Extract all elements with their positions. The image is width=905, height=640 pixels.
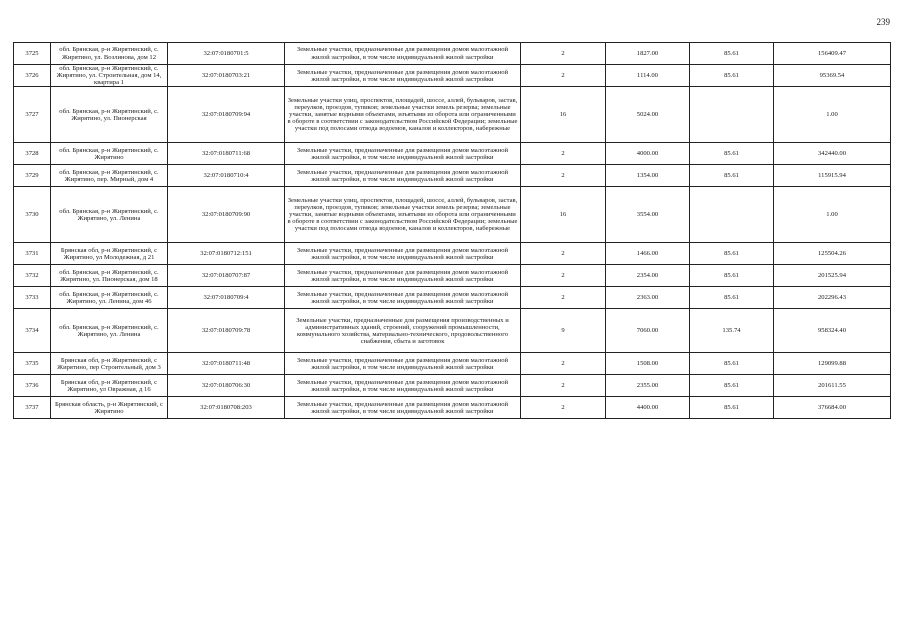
area: 2355.00 xyxy=(636,382,659,390)
cadastral-value-cell xyxy=(774,397,891,419)
rate-cell xyxy=(690,65,774,87)
cadastral-number: 32:07:0180711:68 xyxy=(201,150,251,158)
area-cell xyxy=(606,187,690,243)
table-row xyxy=(14,87,891,143)
cadastral-number-cell xyxy=(168,165,285,187)
row-number: 3737 xyxy=(25,404,39,412)
row-number: 3725 xyxy=(25,49,39,57)
land-use: Земельные участки улиц, проспектов, площадей, шоссе, аллей, бульваров, застав, переулков, проездов, тупиков; земельные участки земель резерва; земельные участки, занятые водными объектами, изъятыми из оборота или ограниченными в обороте в соответствии с законодательством Российской Федерации; земельные участки под полосами отвода водоемов, каналов и коллекторов, набережные xyxy=(287,197,518,233)
row-number: 3734 xyxy=(25,327,39,335)
use-code-cell xyxy=(521,165,606,187)
cadastral-value-cell xyxy=(774,353,891,375)
cadastral-value-cell xyxy=(774,143,891,165)
use-code-cell xyxy=(521,187,606,243)
cadastral-number: 32:07:0180712:151 xyxy=(200,250,252,258)
cadastral-number-cell xyxy=(168,287,285,309)
cadastral-value: 95369.54 xyxy=(819,72,845,80)
use-code: 2 xyxy=(561,150,565,158)
table-row xyxy=(14,265,891,287)
land-use: Земельные участки, предназначенные для размещения домов малоэтажной жилой застройки, в том числе индивидуальной жилой застройки xyxy=(296,46,509,61)
row-number: 3728 xyxy=(25,150,39,158)
cadastral-number-cell xyxy=(168,353,285,375)
address: обл. Брянская, р-н Жирятинский, с. Жирятино xyxy=(59,146,159,161)
cadastral-value: 202296.43 xyxy=(817,294,847,302)
rate: 85.61 xyxy=(724,360,739,368)
cadastral-number: 32:07:0180703:21 xyxy=(201,72,251,80)
area-cell xyxy=(606,309,690,353)
cadastral-number-cell xyxy=(168,243,285,265)
cadastral-number-cell xyxy=(168,65,285,87)
use-code: 2 xyxy=(561,360,565,368)
area-cell xyxy=(606,265,690,287)
row-number-cell xyxy=(14,287,51,309)
cadastral-value-cell xyxy=(774,375,891,397)
cadastral-value: 376684.00 xyxy=(817,404,847,412)
cadastral-value: 201611.55 xyxy=(818,382,846,390)
table-row xyxy=(14,353,891,375)
use-code-cell xyxy=(521,265,606,287)
rate: 85.61 xyxy=(724,172,739,180)
use-code-cell xyxy=(521,87,606,143)
land-use: Земельные участки, предназначенные для размещения домов малоэтажной жилой застройки, в том числе индивидуальной жилой застройки xyxy=(296,168,509,183)
area-cell xyxy=(606,143,690,165)
row-number-cell xyxy=(14,187,51,243)
land-use-cell xyxy=(285,143,521,165)
address-cell xyxy=(51,65,168,87)
area: 2363.00 xyxy=(636,294,659,302)
land-use-cell xyxy=(285,265,521,287)
rate-cell xyxy=(690,143,774,165)
land-registry-table xyxy=(13,42,891,419)
area-cell xyxy=(606,397,690,419)
cadastral-number: 32:07:0180709:4 xyxy=(203,294,249,302)
land-use: Земельные участки, предназначенные для размещения домов малоэтажной жилой застройки, в том числе индивидуальной жилой застройки xyxy=(296,68,509,83)
address-cell xyxy=(51,309,168,353)
row-number: 3733 xyxy=(25,294,39,302)
use-code-cell xyxy=(521,43,606,65)
table-row xyxy=(14,287,891,309)
cadastral-value-cell xyxy=(774,65,891,87)
use-code: 2 xyxy=(561,250,565,258)
address: обл. Брянская, р-н Жирятинский, с. Жирятино, пер. Мирный, дом 4 xyxy=(59,168,159,183)
cadastral-number: 32:07:0180708:203 xyxy=(200,404,252,412)
table-row xyxy=(14,309,891,353)
rate: 135.74 xyxy=(722,327,741,335)
rate-cell xyxy=(690,353,774,375)
land-use-cell xyxy=(285,43,521,65)
land-use: Земельные участки, предназначенные для размещения домов малоэтажной жилой застройки, в том числе индивидуальной жилой застройки xyxy=(296,246,509,261)
address-cell xyxy=(51,265,168,287)
row-number-cell xyxy=(14,265,51,287)
row-number: 3732 xyxy=(25,272,39,280)
use-code-cell xyxy=(521,309,606,353)
area-cell xyxy=(606,287,690,309)
cadastral-number-cell xyxy=(168,375,285,397)
use-code-cell xyxy=(521,243,606,265)
row-number: 3726 xyxy=(25,72,39,80)
address: Брянская обл, р-н Жирятинский, с Жирятино, ул Молодежная, д 21 xyxy=(60,246,158,261)
land-use-cell xyxy=(285,243,521,265)
address-cell xyxy=(51,143,168,165)
use-code-cell xyxy=(521,143,606,165)
land-use: Земельные участки, предназначенные для размещения домов малоэтажной жилой застройки, в том числе индивидуальной жилой застройки xyxy=(296,268,509,283)
row-number-cell xyxy=(14,165,51,187)
area: 1827.00 xyxy=(636,49,659,57)
use-code-cell xyxy=(521,397,606,419)
cadastral-number: 32:07:0180709:90 xyxy=(201,211,251,219)
cadastral-number: 32:07:0180707:87 xyxy=(201,272,251,280)
row-number: 3736 xyxy=(25,382,39,390)
cadastral-number: 32:07:0180706:30 xyxy=(201,382,251,390)
row-number: 3735 xyxy=(25,360,39,368)
rate: 85.61 xyxy=(724,294,739,302)
cadastral-value: 125504.26 xyxy=(817,250,847,258)
land-use: Земельные участки, предназначенные для размещения производственных и административных зданий, строений, сооружений промышленности, коммунального хозяйства, материально-технического, продовольственного снабжения, сбыта и заготовок xyxy=(296,316,509,345)
cadastral-value: 129099.88 xyxy=(817,360,847,368)
rate-cell xyxy=(690,243,774,265)
address-cell xyxy=(51,397,168,419)
cadastral-number-cell xyxy=(168,397,285,419)
area-cell xyxy=(606,43,690,65)
land-use-cell xyxy=(285,353,521,375)
rate-cell xyxy=(690,397,774,419)
address: обл. Брянская, р-н Жирятинский, с. Жирятино, ул. Пионерская, дом 18 xyxy=(59,268,159,283)
rate-cell xyxy=(690,165,774,187)
cadastral-number-cell xyxy=(168,143,285,165)
land-use: Земельные участки, предназначенные для размещения домов малоэтажной жилой застройки, в том числе индивидуальной жилой застройки xyxy=(296,378,509,393)
cadastral-number-cell xyxy=(168,187,285,243)
area-cell xyxy=(606,165,690,187)
row-number: 3729 xyxy=(25,172,39,180)
table-row xyxy=(14,65,891,87)
address: обл. Брянская, р-н Жирятинский, с. Жирятино, ул. Пионерская xyxy=(59,107,159,122)
land-use-cell xyxy=(285,397,521,419)
rate: 85.61 xyxy=(724,150,739,158)
land-use-cell xyxy=(285,165,521,187)
cadastral-number-cell xyxy=(168,43,285,65)
use-code-cell xyxy=(521,65,606,87)
address: Брянская обл, р-н Жирятинский, с Жирятино, пер Строительный, дом 3 xyxy=(57,356,161,371)
cadastral-value: 958324.40 xyxy=(817,327,847,335)
area: 2354.00 xyxy=(636,272,659,280)
area-cell xyxy=(606,375,690,397)
row-number-cell xyxy=(14,143,51,165)
table-row xyxy=(14,375,891,397)
cadastral-value-cell xyxy=(774,243,891,265)
rate: 85.61 xyxy=(724,49,739,57)
table-row xyxy=(14,243,891,265)
area: 1354.00 xyxy=(636,172,659,180)
address: обл. Брянская, р-н Жирятинский, с. Жирятино, ул. Строительная, дом 14, квартира 1 xyxy=(56,65,162,87)
cadastral-number-cell xyxy=(168,87,285,143)
use-code-cell xyxy=(521,287,606,309)
table-row xyxy=(14,165,891,187)
use-code: 2 xyxy=(561,172,565,180)
address-cell xyxy=(51,287,168,309)
cadastral-value-cell xyxy=(774,187,891,243)
address: Брянская область, р-н Жирятинский, с Жирятино xyxy=(55,400,163,415)
land-use-cell xyxy=(285,65,521,87)
rate-cell xyxy=(690,187,774,243)
land-use: Земельные участки, предназначенные для размещения домов малоэтажной жилой застройки, в том числе индивидуальной жилой застройки xyxy=(296,356,509,371)
row-number-cell xyxy=(14,309,51,353)
page-number: 239 xyxy=(876,17,890,27)
use-code: 2 xyxy=(561,49,565,57)
use-code: 2 xyxy=(561,72,565,80)
table-row xyxy=(14,43,891,65)
table-row xyxy=(14,187,891,243)
table-row xyxy=(14,143,891,165)
row-number-cell xyxy=(14,243,51,265)
area: 1466.00 xyxy=(636,250,659,258)
row-number-cell xyxy=(14,43,51,65)
rate-cell xyxy=(690,309,774,353)
rate-cell xyxy=(690,87,774,143)
address: обл. Брянская, р-н Жирятинский, с. Жирятино, ул. Ленина xyxy=(59,207,159,222)
rate-cell xyxy=(690,287,774,309)
rate: 85.61 xyxy=(724,250,739,258)
address: обл. Брянская, р-н Жирятинский, с. Жирятино, ул. Ленина, дом 46 xyxy=(59,290,159,305)
use-code-cell xyxy=(521,375,606,397)
address: Брянская обл, р-н Жирятинский, с Жирятино, ул Овражная, д 16 xyxy=(60,378,158,393)
address-cell xyxy=(51,165,168,187)
cadastral-value-cell xyxy=(774,265,891,287)
land-use: Земельные участки улиц, проспектов, площадей, шоссе, аллей, бульваров, застав, переулков, проездов, тупиков; земельные участки земель резерва; земельные участки, занятые водными объектами, изъятыми из оборота или ограниченными в обороте в соответствии с законодательством Российской Федерации; земельные участки под полосами отвода водоемов, каналов и коллекторов, набережные xyxy=(287,97,518,133)
land-use: Земельные участки, предназначенные для размещения домов малоэтажной жилой застройки, в том числе индивидуальной жилой застройки xyxy=(296,400,509,415)
land-use-cell xyxy=(285,375,521,397)
cadastral-value: 342440.00 xyxy=(817,150,847,158)
land-use-cell xyxy=(285,187,521,243)
use-code: 2 xyxy=(561,382,565,390)
use-code: 16 xyxy=(559,111,567,119)
area: 7060.00 xyxy=(636,327,659,335)
use-code: 2 xyxy=(561,294,565,302)
area: 1114.00 xyxy=(637,72,658,80)
area: 4400.00 xyxy=(636,404,659,412)
area: 1508.00 xyxy=(636,360,659,368)
cadastral-value-cell xyxy=(774,43,891,65)
address-cell xyxy=(51,187,168,243)
rate: 85.61 xyxy=(724,382,739,390)
rate: 85.61 xyxy=(724,404,739,412)
rate-cell xyxy=(690,265,774,287)
cadastral-number: 32:07:0180701:5 xyxy=(203,49,249,57)
row-number-cell xyxy=(14,353,51,375)
cadastral-value: 156409.47 xyxy=(817,49,847,57)
cadastral-number: 32:07:0180709:78 xyxy=(201,327,251,335)
cadastral-value: 201525.94 xyxy=(817,272,847,280)
use-code: 2 xyxy=(561,404,565,412)
cadastral-number: 32:07:0180710:4 xyxy=(203,172,249,180)
rate-cell xyxy=(690,43,774,65)
cadastral-value-cell xyxy=(774,87,891,143)
address-cell xyxy=(51,375,168,397)
cadastral-value-cell xyxy=(774,309,891,353)
use-code: 2 xyxy=(561,272,565,280)
land-use: Земельные участки, предназначенные для размещения домов малоэтажной жилой застройки, в том числе индивидуальной жилой застройки xyxy=(296,290,509,305)
address-cell xyxy=(51,243,168,265)
area: 4000.00 xyxy=(636,150,659,158)
cadastral-value: 1.00 xyxy=(826,111,838,119)
land-use-cell xyxy=(285,287,521,309)
area-cell xyxy=(606,353,690,375)
land-use: Земельные участки, предназначенные для размещения домов малоэтажной жилой застройки, в том числе индивидуальной жилой застройки xyxy=(296,146,509,161)
address-cell xyxy=(51,353,168,375)
row-number: 3727 xyxy=(25,111,39,119)
land-use-cell xyxy=(285,87,521,143)
cadastral-value: 1.00 xyxy=(826,211,838,219)
cadastral-value-cell xyxy=(774,165,891,187)
area: 3554.00 xyxy=(636,211,659,219)
use-code: 16 xyxy=(559,211,567,219)
use-code-cell xyxy=(521,353,606,375)
address: обл. Брянская, р-н Жирятинский, с. Жирятино, ул. Возлинова, дом 12 xyxy=(59,46,159,61)
row-number-cell xyxy=(14,87,51,143)
cadastral-value: 115915.94 xyxy=(818,172,846,180)
cadastral-number-cell xyxy=(168,309,285,353)
cadastral-number: 32:07:0180709:94 xyxy=(201,111,251,119)
rate: 85.61 xyxy=(724,72,739,80)
cadastral-value-cell xyxy=(774,287,891,309)
cadastral-number-cell xyxy=(168,265,285,287)
land-use-cell xyxy=(285,309,521,353)
row-number: 3731 xyxy=(25,250,39,258)
row-number: 3730 xyxy=(25,211,39,219)
row-number-cell xyxy=(14,65,51,87)
address: обл. Брянская, р-н Жирятинский, с. Жирятино, ул. Ленина xyxy=(59,323,159,338)
address-cell xyxy=(51,87,168,143)
rate: 85.61 xyxy=(724,272,739,280)
row-number-cell xyxy=(14,397,51,419)
area-cell xyxy=(606,243,690,265)
address-cell xyxy=(51,43,168,65)
area-cell xyxy=(606,65,690,87)
rate-cell xyxy=(690,375,774,397)
row-number-cell xyxy=(14,375,51,397)
table-body xyxy=(14,43,891,419)
area: 5024.00 xyxy=(636,111,659,119)
table-row xyxy=(14,397,891,419)
area-cell xyxy=(606,87,690,143)
cadastral-number: 32:07:0180711:48 xyxy=(201,360,251,368)
use-code: 9 xyxy=(561,327,565,335)
